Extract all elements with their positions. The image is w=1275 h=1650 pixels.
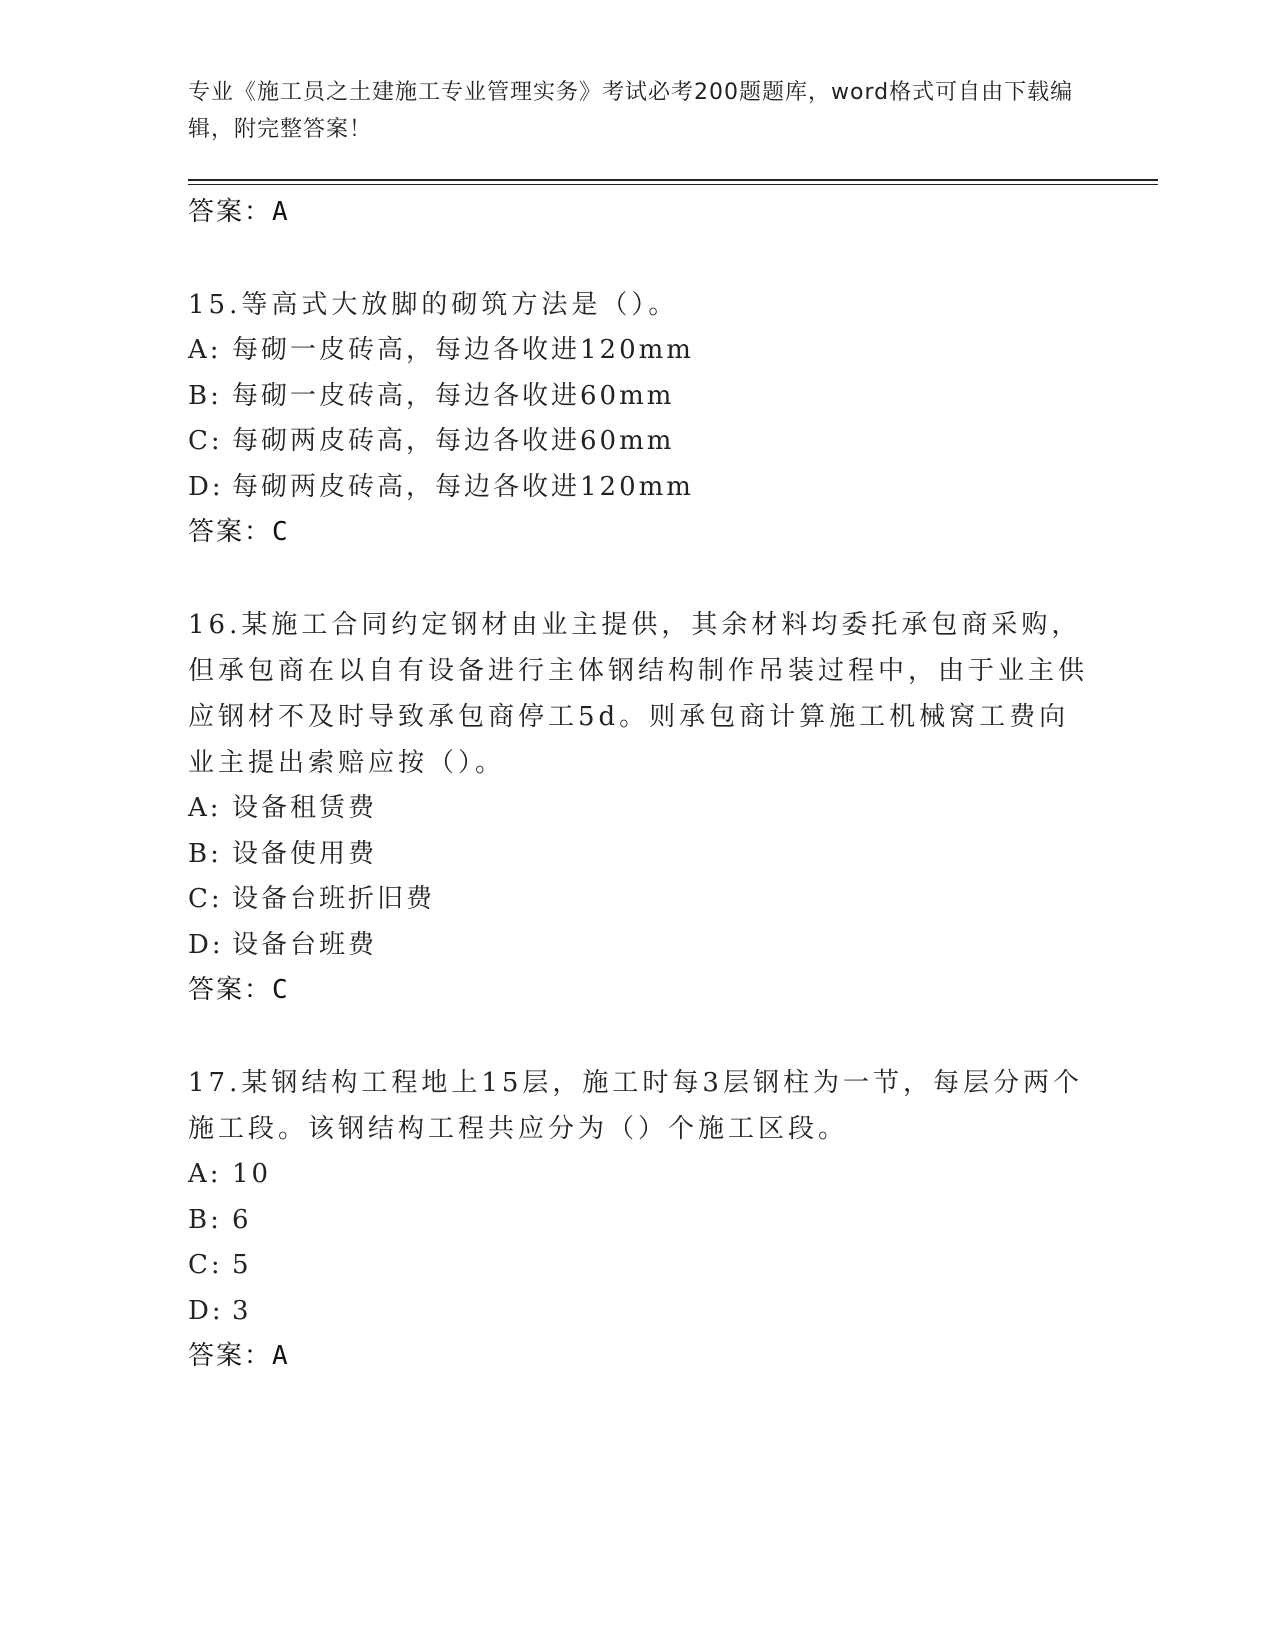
option-a bbox=[188, 1152, 1088, 1198]
option-text: 10 bbox=[232, 1159, 272, 1189]
option-text: 每砌一皮砖高，每边各收进120mm bbox=[232, 335, 694, 365]
option-c bbox=[188, 1243, 1088, 1289]
option-label: B: bbox=[188, 1204, 222, 1235]
option-text: 设备租赁费 bbox=[232, 793, 378, 823]
option-b bbox=[188, 374, 1088, 420]
question-text: 17.某钢结构工程地上15层，施工时每3层钢柱为一节，每层分两个施工段。该钢结构工程共应分为（）个施工区段。 bbox=[188, 1068, 1083, 1144]
question-17 bbox=[188, 1060, 1088, 1378]
option-label: D: bbox=[188, 1295, 224, 1326]
question-16 bbox=[188, 602, 1088, 1012]
answer-line: 答案：A bbox=[188, 197, 290, 227]
question-15 bbox=[188, 282, 1088, 554]
option-d bbox=[188, 465, 1088, 511]
option-label: D: bbox=[188, 929, 224, 960]
option-a bbox=[188, 328, 1088, 374]
option-text: 设备台班折旧费 bbox=[232, 884, 436, 914]
option-text: 3 bbox=[232, 1295, 252, 1326]
option-text: 设备使用费 bbox=[232, 838, 378, 869]
option-label: C: bbox=[188, 884, 223, 914]
option-label: C: bbox=[188, 426, 223, 456]
option-label: A: bbox=[188, 1159, 222, 1189]
option-text: 5 bbox=[232, 1250, 252, 1280]
document-header: 专业《施工员之土建施工专业管理实务》考试必考200题题库，word格式可自由下载编辑，附完整答案！ bbox=[188, 80, 1074, 142]
option-label: A: bbox=[188, 793, 222, 823]
option-text: 6 bbox=[232, 1204, 252, 1235]
option-text: 每砌两皮砖高，每边各收进120mm bbox=[232, 471, 694, 502]
option-label: A: bbox=[188, 335, 222, 365]
option-label: B: bbox=[188, 380, 222, 411]
option-label: D: bbox=[188, 471, 224, 502]
header-divider-thin bbox=[188, 184, 1158, 185]
answer-line: 答案：C bbox=[188, 975, 290, 1005]
option-label: B: bbox=[188, 838, 222, 869]
option-b bbox=[188, 1198, 1088, 1244]
question-text: 16.某施工合同约定钢材由业主提供，其余材料均委托承包商采购，但承包商在以自有设备进行主体钢结构制作吊装过程中，由于业主供应钢材不及时导致承包商停工5d。则承包商计算施工机械窝工费向业主提出索赔应按（）。 bbox=[188, 610, 1089, 778]
document-body bbox=[188, 190, 1088, 1378]
option-text: 每砌一皮砖高，每边各收进60mm bbox=[232, 380, 675, 411]
option-text: 每砌两皮砖高，每边各收进60mm bbox=[232, 426, 675, 456]
option-c bbox=[188, 877, 1088, 923]
answer-line: 答案：C bbox=[188, 517, 290, 547]
option-a bbox=[188, 786, 1088, 832]
option-label: C: bbox=[188, 1250, 223, 1280]
option-b bbox=[188, 832, 1088, 878]
header-divider-thick bbox=[188, 179, 1158, 181]
option-c bbox=[188, 419, 1088, 465]
option-d bbox=[188, 923, 1088, 969]
option-d bbox=[188, 1289, 1088, 1335]
answer-line: 答案：A bbox=[188, 1341, 290, 1371]
question-text: 15.等高式大放脚的砌筑方法是（）。 bbox=[188, 290, 679, 320]
option-text: 设备台班费 bbox=[232, 929, 378, 960]
